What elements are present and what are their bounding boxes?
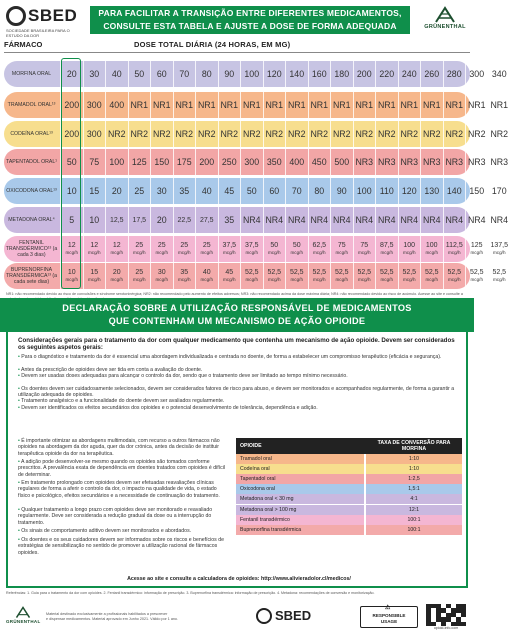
dose-cell: 75 mcg/h	[330, 236, 353, 262]
dose-cell: 45	[218, 178, 241, 204]
sbed-logo-bottom-text: SBED	[275, 608, 312, 623]
dose-cell: 100 mcg/h	[420, 236, 443, 262]
dose-cell: 80	[195, 61, 218, 87]
references: Referências: 1. Guia para o tratamento da dor com opioides. 2. Fentanil transdérmico: informação de prescrição. 3. Buprenorfina transdérmica: informação de prescrição. 4. Metadona: recomendações de conversão e monitorização.	[6, 591, 375, 595]
dose-cell: 30	[83, 61, 106, 87]
drug-name: OXICODONA ORAL¹³	[6, 188, 57, 194]
dose-cell: NR2	[308, 121, 331, 147]
dose-cell: 52,5 mcg/h	[465, 263, 488, 289]
grunenthal-mark-icon	[15, 606, 31, 619]
dose-cell: 240	[398, 61, 421, 87]
dose-cell: 280	[443, 61, 466, 87]
dose-cell: 75	[83, 149, 106, 175]
dose-cell: 35 mcg/h	[173, 263, 196, 289]
dose-cell: NR2	[398, 121, 421, 147]
dose-cell: 25 mcg/h	[128, 236, 151, 262]
drug-name: BUPRENORFINA TRANSDÉRMICA¹³ (a cada sete dias)	[5, 267, 57, 285]
dose-cell: 125 mcg/h	[465, 236, 488, 262]
dose-cell: 80	[308, 178, 331, 204]
dose-cell: 52,5 mcg/h	[353, 263, 376, 289]
bullet-item: • Devem ser identificados os efeitos secundários dos opioides e o potencial desenvolvimento de tolerância, dependência e adição.	[18, 405, 318, 411]
dose-cell: 52,5 mcg/h	[398, 263, 421, 289]
declaration-intro: Considerações gerais para o tratamento da dor com qualquer medicamento que contenha um mecanismo de ação opioide. Devem ser considerados os seguintes aspetos gerais:	[18, 337, 455, 351]
dose-cell: 110	[375, 178, 398, 204]
drug-name: FENTANIL TRANSDÉRMICO¹³ (a cada 3 dias)	[5, 240, 58, 258]
dose-cell: 12 mcg/h	[105, 236, 128, 262]
dose-cell: NR2	[195, 121, 218, 147]
dose-cell: 20	[150, 207, 173, 233]
drug-name: METADONA ORAL⁴	[8, 217, 55, 223]
rate-table-opioid: Tapentadol oral	[236, 474, 364, 484]
rate-table-rate: 100:1	[366, 515, 462, 525]
dose-cell: 70	[285, 178, 308, 204]
dose-cell: 25 mcg/h	[128, 263, 151, 289]
dose-cell: 250	[218, 149, 241, 175]
dose-cell: 5	[60, 207, 83, 233]
dose-cell: 52,5 mcg/h	[443, 263, 466, 289]
sbed-logo-bottom	[256, 608, 346, 628]
rate-table-row	[236, 485, 462, 495]
dose-cell: 500	[330, 149, 353, 175]
bullet-item: • Devem ser usadas doses adequadas para alcançar o controlo da dor, sendo que o tratamento deve ser limitado ao tempo mínimo necessário.	[18, 373, 348, 380]
bullet-item: • Os doentes e os seus cuidadores devem ser informados sobre os riscos e benefícios de estratégias de sensibilização no sentido de promover a utilização racional de fármacos opioides.	[18, 537, 224, 556]
dose-cell: 100	[240, 61, 263, 87]
dose-cell: 30 mcg/h	[150, 263, 173, 289]
sbed-logo	[6, 6, 86, 36]
dose-cell: 15	[83, 178, 106, 204]
dose-cell: 45 mcg/h	[218, 263, 241, 289]
column-header-dose: DOSE TOTAL DIÁRIA (24 HORAS, EM MG)	[134, 40, 291, 49]
dose-cell: NR2	[105, 121, 128, 147]
dose-cell: NR4	[398, 207, 421, 233]
dose-cell: 10	[60, 178, 83, 204]
dose-cell: 300	[240, 149, 263, 175]
dose-cell: 170	[488, 178, 510, 204]
dose-cell: 52,5 mcg/h	[263, 263, 286, 289]
declaration-box	[6, 330, 468, 588]
dose-cell: 20	[60, 61, 83, 87]
section-banner	[0, 298, 474, 332]
sbed-circle-icon	[256, 608, 272, 624]
dose-cell: NR4	[488, 207, 510, 233]
dose-cell: NR1	[150, 92, 173, 118]
rate-table-row	[236, 454, 462, 464]
rate-table-row	[236, 495, 462, 505]
dose-cell: 300	[465, 61, 488, 87]
rate-table-col-opioid: OPIOIDE	[240, 443, 262, 449]
dose-cell: 12 mcg/h	[83, 236, 106, 262]
dose-cell: 400	[285, 149, 308, 175]
badge-line-1: RESPONSIBLE	[372, 613, 406, 618]
dose-cell: 150	[150, 149, 173, 175]
dose-cell: 100 mcg/h	[398, 236, 421, 262]
dose-cell: NR1	[173, 92, 196, 118]
dose-cell: 50 mcg/h	[263, 236, 286, 262]
rate-table-rate: 4:1	[366, 494, 462, 504]
dose-cell: NR2	[353, 121, 376, 147]
sbed-circle-icon	[6, 6, 26, 26]
legal-note-line-2: e dispensar medicamentos. Material aprovado em Junho 2021. Válido por 1 ano.	[46, 616, 179, 621]
dose-cell: 62,5 mcg/h	[308, 236, 331, 262]
table-header	[4, 40, 470, 53]
dose-cell: 125	[128, 149, 151, 175]
dose-cell: NR4	[353, 207, 376, 233]
dose-cell: 20	[105, 178, 128, 204]
dose-cell: 200	[60, 121, 83, 147]
dose-cell: 87,5 mcg/h	[375, 236, 398, 262]
dose-cell: 140	[285, 61, 308, 87]
dose-cell: 15 mcg/h	[83, 263, 106, 289]
drug-name: TAPENTADOL ORAL¹	[6, 159, 57, 165]
rate-table-opioid: Buprenorfina transdérmica	[236, 525, 364, 535]
dose-cell: NR1	[398, 92, 421, 118]
dose-cell: 25	[128, 178, 151, 204]
dose-cell: 140	[443, 178, 466, 204]
dose-cell: NR2	[375, 121, 398, 147]
bullet-item: • Antes da prescrição de opioides deve ser tida em conta a avaliação do doente.	[18, 366, 203, 373]
dose-cell: NR2	[240, 121, 263, 147]
dose-cell: 35	[218, 207, 241, 233]
rate-table-rate: 1:10	[366, 454, 462, 464]
dose-cell: 37,5 mcg/h	[218, 236, 241, 262]
dose-cell: 60	[150, 61, 173, 87]
dose-cell: 25 mcg/h	[150, 236, 173, 262]
dose-cell: 17,5	[128, 207, 151, 233]
dose-cell: NR4	[263, 207, 286, 233]
dose-cell: NR1	[353, 92, 376, 118]
dose-cell: NR1	[375, 92, 398, 118]
dose-cell: 12 mcg/h	[60, 236, 83, 262]
dose-cell: 175	[173, 149, 196, 175]
dose-cell: 30	[150, 178, 173, 204]
dose-cell: NR2	[173, 121, 196, 147]
bullet-item: • A adição pode desenvolver-se mesmo quando os opioides são tomados conforme prescritos. A prevalência exata de dependência em doentes tratados com opioides é difícil de determinar.	[18, 459, 226, 478]
dose-cell: 150	[465, 178, 488, 204]
rate-table-row	[236, 505, 462, 515]
rate-table-rate: 12:1	[366, 505, 462, 515]
dose-cell: NR3	[443, 149, 466, 175]
dose-cell: 25 mcg/h	[173, 236, 196, 262]
dose-cell: 52,5 mcg/h	[488, 263, 510, 289]
dose-cell: NR2	[488, 121, 510, 147]
dose-cell: 52,5 mcg/h	[420, 263, 443, 289]
dose-cell: 340	[488, 61, 510, 87]
warning-icon: ⚠	[385, 605, 391, 611]
dose-cell: 260	[420, 61, 443, 87]
dose-cell: NR1	[240, 92, 263, 118]
dose-cell: 40	[105, 61, 128, 87]
dose-cell: 90	[330, 178, 353, 204]
rate-table-col-rate: TAXA DE CONVERSÃO PARA MORFINA	[377, 440, 451, 452]
drug-name: TRAMADOL ORAL¹³	[7, 102, 56, 108]
rate-table-row	[236, 525, 462, 535]
dose-cell: NR2	[330, 121, 353, 147]
rate-table-rate: 1:2,5	[366, 474, 462, 484]
dose-cell: 10 mcg/h	[60, 263, 83, 289]
dose-cell: 200	[195, 149, 218, 175]
rate-table-opioid: Oxicodona oral	[236, 484, 364, 494]
drug-name: CODEÍNA ORAL¹³	[10, 131, 53, 137]
dose-cell: 400	[105, 92, 128, 118]
legal-note-line-1: Material destinado exclusivamente a profissionais habilitados a prescrever	[46, 612, 168, 616]
dose-cell: 20 mcg/h	[105, 263, 128, 289]
bullet-item: • É importante otimizar as abordagens multimodais, com recurso a outros fármacos não opioides na abordagem da dor aguda, quer da dor crónica, antes da decisão de instituir terapêutica opioide da dor na terapêutica.	[18, 438, 220, 457]
dose-cell: 90	[218, 61, 241, 87]
dose-cell: 37,5 mcg/h	[240, 236, 263, 262]
dose-cell: 137,5 mcg/h	[488, 236, 510, 262]
section-title-line-1: DECLARAÇÃO SOBRE A UTILIZAÇÃO RESPONSÁVEL DE MEDICAMENTOS	[62, 303, 412, 313]
banner-line-2: CONSULTE ESTA TABELA E AJUSTE A DOSE DE FORMA ADEQUADA	[103, 21, 397, 31]
column-header-drug: FÁRMACO	[4, 40, 43, 49]
dose-cell: 50	[128, 61, 151, 87]
dose-cell: NR2	[443, 121, 466, 147]
dose-cell: 40	[195, 178, 218, 204]
conversion-rate-table	[236, 438, 462, 536]
sbed-logo-subtitle: SOCIEDADE BRASILEIRA PARA O ESTUDO DA DOR	[6, 28, 70, 38]
dose-cell: NR2	[420, 121, 443, 147]
dose-cell: NR1	[488, 92, 510, 118]
dose-cell: 300	[83, 121, 106, 147]
dose-cell: 50 mcg/h	[285, 236, 308, 262]
dose-cell: NR1	[330, 92, 353, 118]
dose-cell: NR2	[285, 121, 308, 147]
dose-cell: NR2	[263, 121, 286, 147]
dose-cell: 50	[240, 178, 263, 204]
dose-cell: 160	[308, 61, 331, 87]
dose-cell: NR2	[465, 121, 488, 147]
badge-line-2: USAGE	[380, 618, 398, 624]
dose-cell: 52,5 mcg/h	[308, 263, 331, 289]
bullet-item: • Os sinais de comportamento aditivo devem ser monitorados e abordados.	[18, 528, 192, 534]
grunenthal-logo	[420, 6, 470, 36]
responsible-usage-badge	[360, 606, 418, 628]
dose-cell: 22,5	[173, 207, 196, 233]
dose-cell: 52,5 mcg/h	[375, 263, 398, 289]
rate-table-row	[236, 474, 462, 484]
dose-cell: 130	[420, 178, 443, 204]
dose-cell: 220	[375, 61, 398, 87]
dose-cell: NR4	[465, 207, 488, 233]
dose-cell: NR3	[398, 149, 421, 175]
banner-line-1: PARA FACILITAR A TRANSIÇÃO ENTRE DIFERENTES MEDICAMENTOS,	[98, 8, 402, 18]
dose-cell: 35	[173, 178, 196, 204]
dose-cell: 75 mcg/h	[353, 236, 376, 262]
footer	[0, 600, 474, 632]
dose-cell: NR4	[308, 207, 331, 233]
sbed-logo-text: SBED	[28, 6, 78, 25]
dose-cell: NR4	[375, 207, 398, 233]
dose-cell: 52,5 mcg/h	[330, 263, 353, 289]
rate-table-opioid: Tramadol oral	[236, 454, 364, 464]
dose-cell: NR1	[308, 92, 331, 118]
dose-cell: NR1	[443, 92, 466, 118]
rate-table-opioid: Metadona oral < 30 mg	[236, 494, 364, 504]
legal-note	[46, 612, 206, 621]
dose-cell: NR2	[218, 121, 241, 147]
dose-cell: 100	[105, 149, 128, 175]
dose-cell: NR2	[150, 121, 173, 147]
grunenthal-logo-text: GRÜNENTHAL	[424, 24, 466, 30]
dose-cell: NR1	[420, 92, 443, 118]
grunenthal-mark-icon	[434, 6, 456, 24]
dose-cell: 40 mcg/h	[195, 263, 218, 289]
dose-cell: 25 mcg/h	[195, 236, 218, 262]
dose-cell: 50	[60, 149, 83, 175]
grunenthal-logo-bottom-text: GRÜNENTHAL	[6, 619, 41, 624]
dose-cell: 27,5	[195, 207, 218, 233]
dose-cell: NR2	[128, 121, 151, 147]
drug-name: MORFINA ORAL	[11, 71, 52, 77]
dose-cell: 112,5 mcg/h	[443, 236, 466, 262]
dose-cell: NR1	[128, 92, 151, 118]
dose-cell: 200	[353, 61, 376, 87]
dose-cell: 350	[263, 149, 286, 175]
bullet-item: • Tratamento analgésico e a funcionalidade do doente devem ser avaliados regularmente.	[18, 398, 225, 405]
dose-cell: NR1	[195, 92, 218, 118]
bullet-item: • Os doentes devem ser cuidadosamente selecionados, devem ser considerados fatores de risco para abuso, e devem ser monitorados e acompanhados regularmente, de forma a garantir a utilização adequada de opioides.	[18, 385, 455, 399]
dose-cell: NR1	[263, 92, 286, 118]
dose-cell: 300	[83, 92, 106, 118]
dose-cell: NR3	[375, 149, 398, 175]
dose-cell: 52,5 mcg/h	[285, 263, 308, 289]
header	[0, 0, 474, 40]
dose-cell: 450	[308, 149, 331, 175]
rate-table-row	[236, 464, 462, 474]
bullet-item: • Para o diagnóstico e tratamento da dor é essencial uma abordagem individualizada e centrada no doente, de forma a estabelecer um compromisso terapêutico (eficácia e segurança).	[18, 354, 442, 360]
dose-cell: NR4	[330, 207, 353, 233]
table-footnote: NR1: não recomendado devido ao risco de convulsões e síndrome serotoninérgica; NR2: não recomendado pelo aumento de efeitos adversos; NR3: não recomendado acima da dose máxima diária; NR4: não recomendado devido ao risco de acúmulo. Acesse ao site e consulte a	[6, 292, 463, 296]
bullet-item: • Em tratamento prolongado com opioides devem ser efetuadas reavaliações clínicas regulares de forma a aferir o controlo da dor, o impacto na qualidade de vida, o estado físico e psicológico, efeitos secundários e a necessidade de continuação do tratamento.	[18, 480, 220, 499]
rate-table-header	[236, 438, 462, 454]
dose-cell: NR4	[240, 207, 263, 233]
dose-cell: NR3	[488, 149, 510, 175]
dose-cell: 180	[330, 61, 353, 87]
dose-cell: 120	[398, 178, 421, 204]
dose-cell: NR1	[465, 92, 488, 118]
dose-cell: NR1	[285, 92, 308, 118]
calculator-link[interactable]: Acesse ao site e consulte a calculadora de opioides: http://www.alivieradolor.cl/medicos/	[127, 576, 351, 582]
dose-cell: 100	[353, 178, 376, 204]
dose-cell: NR4	[443, 207, 466, 233]
rate-table-opioid: Codeína oral	[236, 464, 364, 474]
rate-table-opioid: Fentanil transdérmico	[236, 515, 364, 525]
rate-table-opioid: Metadona oral > 100 mg	[236, 505, 364, 515]
section-title-line-2: QUE CONTENHAM UM MECANISMO DE AÇÃO OPIOIDE	[108, 316, 366, 326]
grunenthal-logo-bottom	[6, 606, 40, 624]
dose-cell: 60	[263, 178, 286, 204]
dose-cell: NR4	[420, 207, 443, 233]
dose-cell: 10	[83, 207, 106, 233]
morphine-column-highlight	[61, 58, 81, 289]
dose-cell: 120	[263, 61, 286, 87]
rate-table-rate: 1,5:1	[366, 484, 462, 494]
dose-cell: 12,5	[105, 207, 128, 233]
qr-url: opioid-info.com	[433, 626, 459, 630]
header-banner	[90, 6, 410, 34]
bullet-item: • Qualquer tratamento a longo prazo com opioides deve ser monitorado e reavaliado regularmente. Deve ser considerada a redução gradual da dose ou a interrupção do tratamento.	[18, 507, 213, 526]
dose-cell: 70	[173, 61, 196, 87]
rate-table-rate: 1:10	[366, 464, 462, 474]
dose-cell: NR1	[218, 92, 241, 118]
dose-cell: NR3	[420, 149, 443, 175]
rate-table-row	[236, 515, 462, 525]
dose-cell: NR3	[465, 149, 488, 175]
dose-cell: NR4	[285, 207, 308, 233]
qr-code[interactable]	[426, 604, 466, 626]
dose-cell: 200	[60, 92, 83, 118]
dose-cell: 52,5 mcg/h	[240, 263, 263, 289]
rate-table-rate: 100:1	[366, 525, 462, 535]
dose-cell: NR3	[353, 149, 376, 175]
